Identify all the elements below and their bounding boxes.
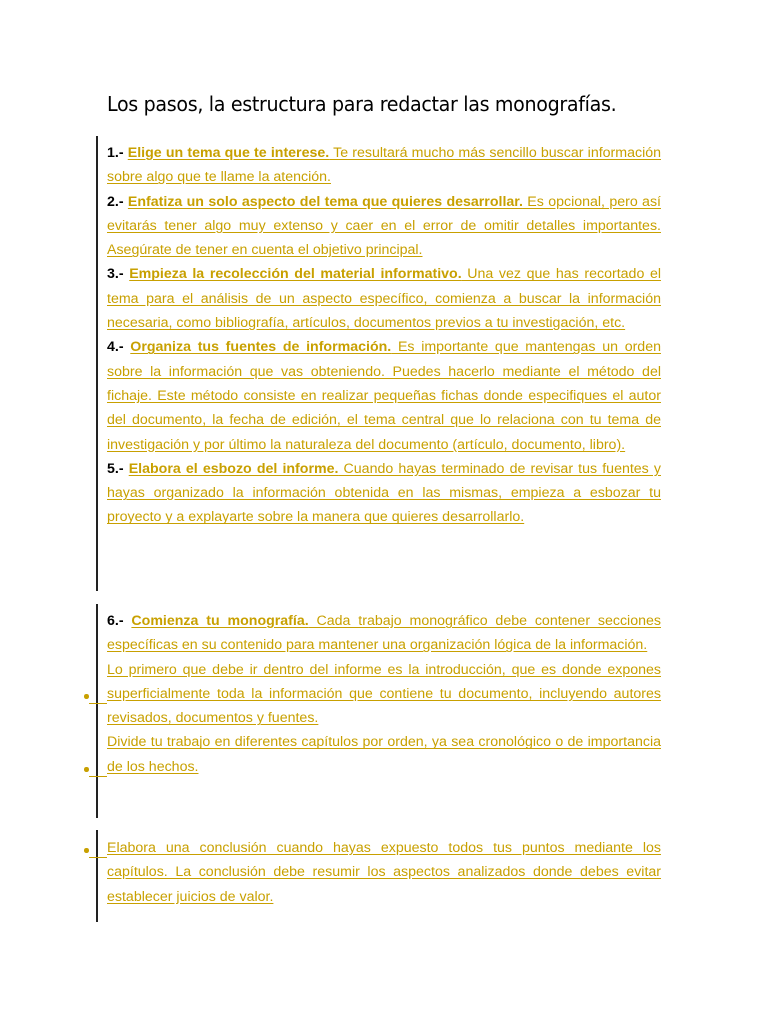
bullet-icon xyxy=(84,694,89,699)
step-number: 3.- xyxy=(107,266,124,283)
step-text[interactable]: Es opcional, pero así evitarás tener algo muy extenso y caer en el error de omitir detalles importantes. Asegúrate de tener en cuenta el objetivo principal. xyxy=(107,193,661,259)
step-heading[interactable]: Elige un tema que te interese. xyxy=(127,145,330,161)
step-number: 6.- xyxy=(107,613,124,629)
step-heading[interactable]: Comienza tu monografía. xyxy=(131,613,309,629)
bullet-icon xyxy=(84,767,89,772)
step-1[interactable] xyxy=(107,141,661,190)
step-heading[interactable]: Enfatiza un solo aspecto del tema que quieres desarrollar. xyxy=(127,193,523,210)
step-3[interactable] xyxy=(107,262,661,335)
conclusion-block xyxy=(107,836,661,909)
step-text[interactable]: Te resultará mucho más sencillo buscar información sobre algo que te llame la atención. xyxy=(107,145,661,186)
bullet-icon xyxy=(84,848,89,853)
bullet-underline xyxy=(89,776,107,777)
bullet-underline xyxy=(89,703,107,704)
bullet-item[interactable]: Lo primero que debe ir dentro del informe es la introducción, que es donde expones superficialmente toda la información que contiene tu documento, incluyendo autores revisados, documentos y fuentes. xyxy=(107,661,661,727)
step-number: 2.- xyxy=(107,193,124,210)
step-5[interactable] xyxy=(107,457,661,530)
left-margin-bar xyxy=(96,604,98,818)
step-6-block xyxy=(107,609,661,779)
step-heading[interactable]: Elabora el esbozo del informe. xyxy=(128,460,339,477)
step-text[interactable]: Una vez que has recortado el tema para el análisis de un aspecto específico, comienza a buscar la información necesaria, como bibliografía, artículos, documentos previos a tu investigación, etc. xyxy=(107,266,661,332)
bullet-underline xyxy=(89,857,107,858)
left-margin-bar xyxy=(96,136,98,591)
step-text[interactable]: Es importante que mantengas un orden sobre la información que vas obteniendo. Puedes hacerlo mediante el método del fichaje. Este método consiste en realizar pequeñas fichas donde especifiques el autor del documento, la fecha de edición, el tema central que lo relaciona con tu tema de investigación y por último la naturaleza del documento (artículo, documento, libro). xyxy=(107,339,661,453)
step-2[interactable] xyxy=(107,190,661,263)
step-text[interactable]: Cada trabajo monográfico debe contener secciones específicas en su contenido para mantener una organización lógica de la información. xyxy=(107,613,661,654)
step-6[interactable] xyxy=(107,609,661,658)
step-number: 5.- xyxy=(107,460,124,477)
step-number: 1.- xyxy=(107,145,124,161)
step-heading[interactable]: Organiza tus fuentes de información. xyxy=(130,339,392,356)
bullet-item[interactable]: Elabora una conclusión cuando hayas expuesto todos tus puntos mediante los capítulos. La conclusión debe resumir los aspectos analizados donde debes evitar establecer juicios de valor. xyxy=(107,840,661,905)
page-title: Los pasos, la estructura para redactar las monografías. xyxy=(107,92,617,116)
step-4[interactable] xyxy=(107,335,661,456)
left-margin-bar xyxy=(96,830,98,922)
step-text[interactable]: Cuando hayas terminado de revisar tus fuentes y hayas organizado la información obtenida en las mismas, empieza a esbozar tu proyecto y a explayarte sobre la manera que quieres desarrollarlo. xyxy=(107,460,661,526)
bullet-item[interactable]: Divide tu trabajo en diferentes capítulos por orden, ya sea cronológico o de importancia de los hechos. xyxy=(107,734,661,775)
steps-block xyxy=(107,141,661,530)
step-number: 4.- xyxy=(107,339,124,356)
step-heading[interactable]: Empieza la recolección del material informativo. xyxy=(129,266,462,283)
